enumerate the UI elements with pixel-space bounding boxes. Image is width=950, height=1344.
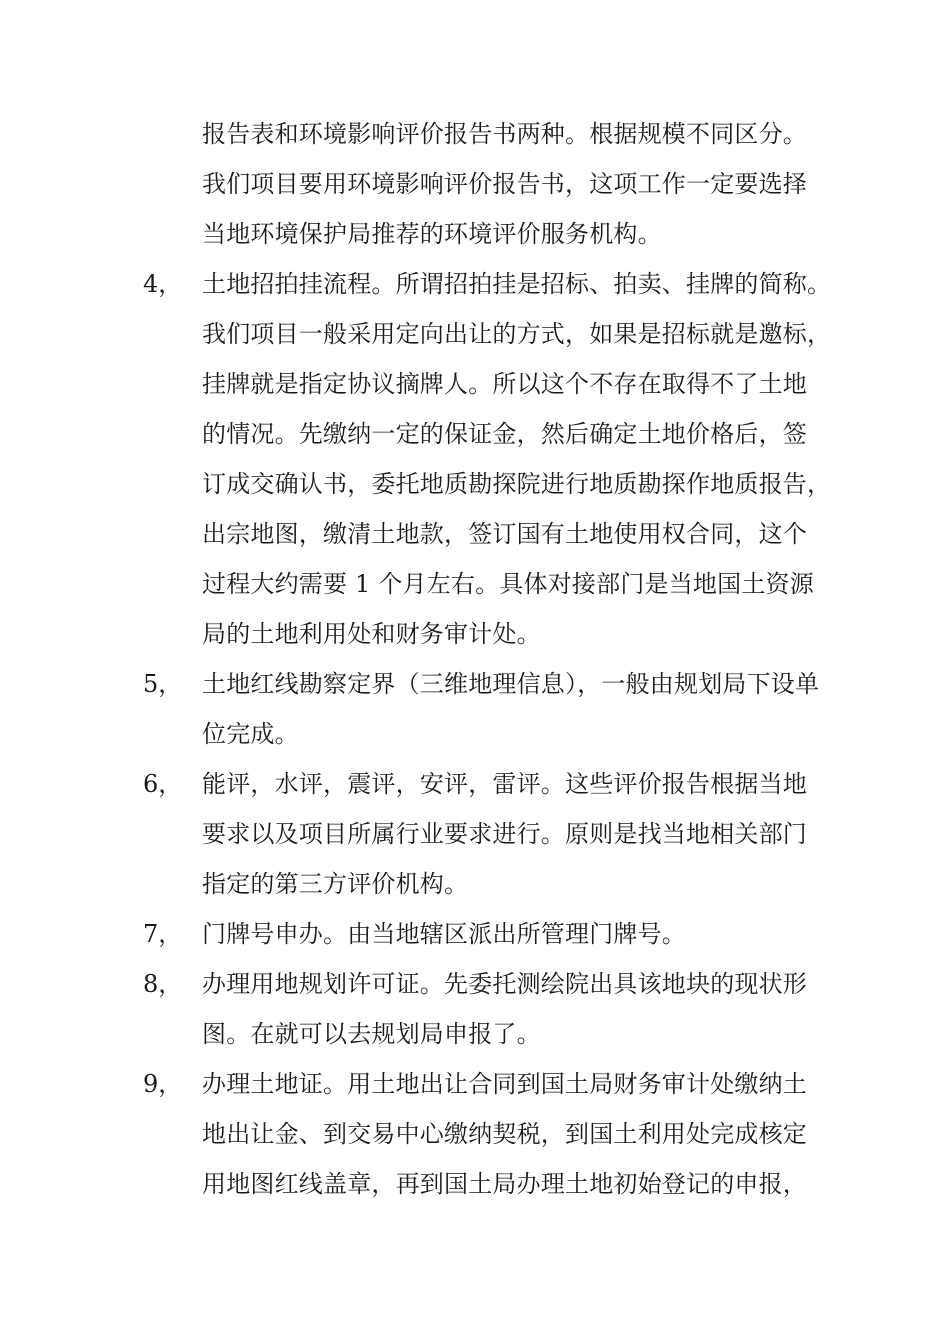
item-4-line-2: 我们项目一般采用定向出让的方式，如果是招标就是邀标， xyxy=(202,320,832,348)
item-9-number: 9， xyxy=(143,1070,183,1098)
item-7-line-1: 门牌号申办。由当地辖区派出所管理门牌号。 xyxy=(202,920,686,948)
item-9-line-3: 用地图红线盖章，再到国土局办理土地初始登记的申报， xyxy=(202,1170,807,1198)
item-9-line-2: 地出让金、到交易中心缴纳契税，到国土利用处完成核定 xyxy=(202,1120,807,1148)
continuation-line-1: 报告表和环境影响评价报告书两种。根据规模不同区分。 xyxy=(202,120,807,148)
item-9-line-1: 办理土地证。用土地出让合同到国土局财务审计处缴纳土 xyxy=(202,1070,807,1098)
item-7-number: 7， xyxy=(143,920,183,948)
item-4-number: 4， xyxy=(143,270,183,298)
continuation-line-2: 我们项目要用环境影响评价报告书，这项工作一定要选择 xyxy=(202,170,807,198)
item-4-line-7: 过程大约需要 1 个月左右。具体对接部门是当地国土资源 xyxy=(202,570,814,598)
item-6-line-2: 要求以及项目所属行业要求进行。原则是找当地相关部门 xyxy=(202,820,807,848)
continuation-line-3: 当地环境保护局推荐的环境评价服务机构。 xyxy=(202,220,662,248)
item-4-line-6: 出宗地图，缴清土地款，签订国有土地使用权合同，这个 xyxy=(202,520,807,548)
item-4-line-8: 局的土地利用处和财务审计处。 xyxy=(202,620,541,648)
item-4-line-1: 土地招拍挂流程。所谓招拍挂是招标、拍卖、挂牌的简称。 xyxy=(202,270,832,298)
item-5-line-1: 土地红线勘察定界（三维地理信息），一般由规划局下设单 xyxy=(202,670,820,698)
item-6-line-1: 能评，水评，震评，安评，雷评。这些评价报告根据当地 xyxy=(202,770,807,798)
item-4-line-3: 挂牌就是指定协议摘牌人。所以这个不存在取得不了土地 xyxy=(202,370,807,398)
item-8-line-1: 办理用地规划许可证。先委托测绘院出具该地块的现状形 xyxy=(202,970,807,998)
item-4-line-4: 的情况。先缴纳一定的保证金，然后确定土地价格后，签 xyxy=(202,420,807,448)
item-4-line-5: 订成交确认书，委托地质勘探院进行地质勘探作地质报告， xyxy=(202,470,832,498)
item-8-number: 8， xyxy=(143,970,183,998)
item-5-line-2: 位完成。 xyxy=(202,720,299,748)
item-6-number: 6， xyxy=(143,770,183,798)
item-6-line-3: 指定的第三方评价机构。 xyxy=(202,870,469,898)
item-8-line-2: 图。在就可以去规划局申报了。 xyxy=(202,1020,541,1048)
item-5-number: 5， xyxy=(143,670,183,698)
